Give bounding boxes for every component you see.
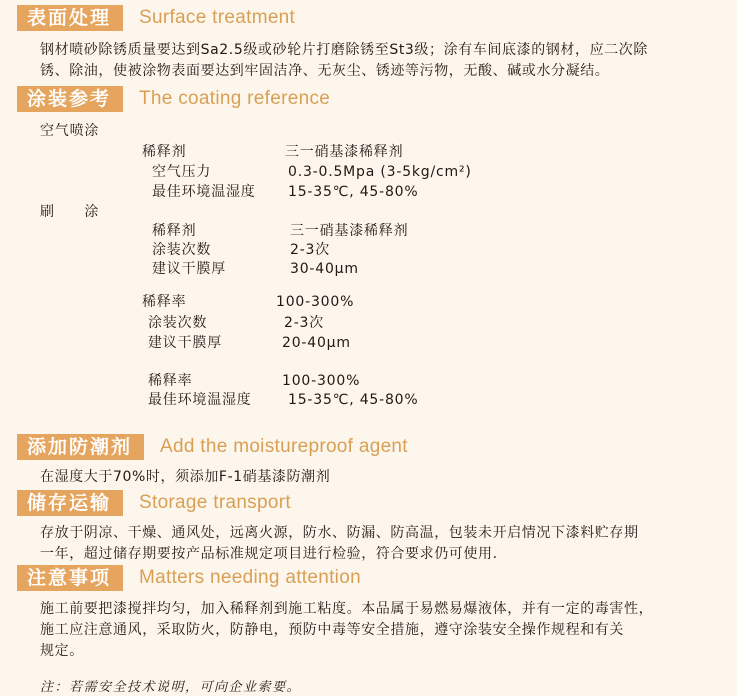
coating-row-label: 稀释剂 bbox=[142, 144, 187, 160]
section-tag-moisture: 添加防潮剂 bbox=[17, 434, 144, 460]
coating-row-label: 涂装次数 bbox=[152, 242, 212, 258]
coating-row-value: 15-35℃, 45-80% bbox=[288, 392, 419, 408]
coating-row-value: 0.3-0.5Mpa (3-5kg/cm²) bbox=[288, 164, 472, 180]
attention-line-3: 规定。 bbox=[40, 643, 84, 659]
coating-row-value: 三一硝基漆稀释剂 bbox=[290, 223, 409, 239]
footnote: 注：若需安全技术说明，可向企业索要。 bbox=[40, 680, 302, 695]
section-tag-coating: 涂装参考 bbox=[17, 86, 123, 112]
coating-row-label: 稀释率 bbox=[148, 373, 193, 389]
storage-line-2: 一年，超过储存期要按产品标准规定项目进行检验，符合要求仍可使用. bbox=[40, 546, 498, 562]
section-tag-attention: 注意事项 bbox=[17, 565, 123, 591]
section-tag-surface: 表面处理 bbox=[17, 5, 123, 31]
coating-row-label: 稀释率 bbox=[142, 294, 187, 310]
surface-line-2: 锈、除油，使被涂物表面要达到牢固洁净、无灰尘、锈迹等污物，无酸、碱或水分凝结。 bbox=[40, 63, 610, 79]
attention-line-2: 施工应注意通风，采取防火，防静电，预防中毒等安全措施，遵守涂装安全操作规程和有关 bbox=[40, 622, 624, 638]
coating-row-label: 建议干膜厚 bbox=[148, 335, 222, 351]
coating-row-value: 100-300% bbox=[276, 294, 355, 310]
coating-row-value: 15-35℃, 45-80% bbox=[288, 184, 419, 200]
coating-row-value: 三一硝基漆稀释剂 bbox=[285, 144, 404, 160]
coating-row-value: 20-40μm bbox=[282, 335, 351, 351]
coating-row-label: 最佳环境温湿度 bbox=[152, 184, 256, 200]
attention-line-1: 施工前要把漆搅拌均匀，加入稀释剂到施工粘度。本品属于易燃易爆液体，并有一定的毒害性， bbox=[40, 601, 654, 617]
section-header-coating bbox=[17, 86, 330, 112]
surface-line-1: 钢材喷砂除锈质量要达到Sa2.5级或砂轮片打磨除锈至St3级；涂有车间底漆的钢材，应二次除 bbox=[40, 42, 649, 58]
section-title-storage: Storage transport bbox=[139, 492, 291, 513]
section-header-attention bbox=[17, 565, 361, 591]
section-header-storage bbox=[17, 490, 291, 516]
coating-row-label: 建议干膜厚 bbox=[152, 261, 226, 277]
section-title-surface: Surface treatment bbox=[139, 7, 296, 28]
section-title-attention: Matters needing attention bbox=[139, 567, 361, 588]
section-title-moisture: Add the moistureproof agent bbox=[160, 436, 408, 457]
moisture-line-1: 在湿度大于70%时，须添加F-1硝基漆防潮剂 bbox=[40, 469, 331, 485]
coating-row-label: 涂装次数 bbox=[148, 315, 208, 331]
coating-row-value: 100-300% bbox=[282, 373, 361, 389]
coating-row-value: 2-3次 bbox=[290, 242, 331, 258]
section-header-surface bbox=[17, 5, 295, 31]
coating-row-value: 2-3次 bbox=[284, 315, 325, 331]
coating-method-brush: 刷 涂 bbox=[40, 204, 100, 220]
coating-row-label: 稀释剂 bbox=[152, 223, 197, 239]
coating-row-label: 最佳环境温湿度 bbox=[148, 392, 252, 408]
coating-row-label: 空气压力 bbox=[152, 164, 212, 180]
coating-row-value: 30-40μm bbox=[290, 261, 359, 277]
section-title-coating: The coating reference bbox=[139, 88, 331, 109]
section-tag-storage: 储存运输 bbox=[17, 490, 123, 516]
storage-line-1: 存放于阴凉、干燥、通风处，远离火源，防水、防漏、防高温，包装未开启情况下漆料贮存期 bbox=[40, 525, 639, 541]
coating-method-air-spray: 空气喷涂 bbox=[40, 123, 100, 139]
section-header-moisture bbox=[17, 434, 408, 460]
